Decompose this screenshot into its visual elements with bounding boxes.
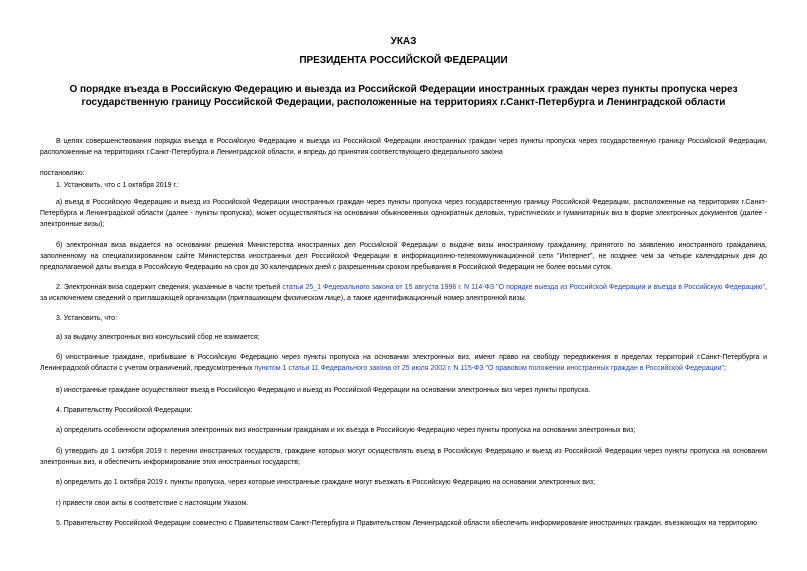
president-heading: ПРЕЗИДЕНТА РОССИЙСКОЙ ФЕДЕРАЦИИ: [299, 55, 508, 66]
law-114-link[interactable]: статьи 25_1 Федерального закона от 15 августа 1996 г. N 114-ФЗ "О порядке выезда из Российской Федерации и въезда в Российскую Федерацию": [282, 284, 766, 291]
paragraph-1a: а) въезд в Российскую Федерацию и выезд из Российской Федерации иностранных граждан через пункты пропуска через государственную границу Российской Федерации, расположенные на территориях г.Санкт-Петербурга и Ленинградской области (далее - пункты пропуска), может осуществляться на основании обыкновенных однократных деловых, туристических и гуманитарных виз в форме электронных документов (далее - электронные визы);: [40, 199, 767, 228]
paragraph-3: 3. Установить, что:: [56, 315, 118, 322]
paragraph-4c: в) определить до 1 октября 2019 г. пункты пропуска, через которые иностранные граждане могут въезжать в Российскую Федерацию на основании электронных виз;: [56, 479, 596, 486]
document-title: О порядке въезда в Российскую Федерацию и выезда из Российской Федерации иностранных граждан через пункты пропуска через государственную границу Российской Федерации, расположенные на территориях г.Санкт-Петербурга и Ленинградской области: [69, 84, 738, 108]
paragraph-5: 5. Правительству Российской Федерации совместно с Правительством Санкт-Петербурга и Правительством Ленинградской области обеспечить информирование иностранных граждан, въезжающих на территорию: [56, 520, 757, 527]
paragraph-4b: б) утвердить до 1 октября 2019 г. перечни иностранных государств, граждане которых могут осуществлять въезд в Российскую Федерацию и выезд из Российской Федерации через пункты пропуска на основании электронных виз, и обеспечить информирование этих иностранных государств;: [40, 448, 767, 466]
paragraph-2-text-end: , за исключением сведений о приглашающей организации (приглашающем физическом лице), а также идентификационный номер электронной визы.: [40, 284, 767, 302]
paragraph-4a: а) определить особенности оформления электронных виз иностранным гражданам и их въезда в Российскую Федерацию через пункты пропуска на основании электронных виз;: [56, 427, 636, 434]
paragraph-4: 4. Правительству Российской Федерации:: [56, 407, 193, 414]
paragraph-2: [40, 282, 767, 304]
paragraph-3c: в) иностранные граждане осуществляют въезд в Российскую Федерацию и выезд из Российской Федерации на основании электронных виз через пункты пропуска.: [56, 387, 591, 394]
paragraph-3b-text-start: б) иностранные граждане, прибывшие в Российскую Федерацию через пункты пропуска на основании электронных виз, имеют право на свободу передвижения в пределах территорий г.Санкт-Петербурга и Ленинградской области с учетом ограничений, предусмотренных: [40, 354, 767, 372]
paragraph-3a: а) за выдачу электронных виз консульский сбор не взимается;: [56, 334, 260, 341]
paragraph-1b: б) электронная виза выдается на основании решения Министерства иностранных дел Российской Федерации о выдаче визы иностранному гражданину, принятого по заявлению иностранного гражданина, заполненному на специализированном сайте Министерства иностранных дел Российской Федерации в информационно-телекоммуникационной сети "Интернет", не позднее чем за четыре календарных дня до предполагаемой даты въезда в Российскую Федерацию на срок до 30 календарных дней с разрешенным сроком пребывания в Российской Федерации не более восьми суток.: [40, 242, 767, 271]
paragraph-2-text-start: 2. Электронная виза содержит сведения, указанные в части третьей: [56, 284, 283, 291]
law-115-link[interactable]: пунктом 1 статьи 11 Федерального закона от 25 июля 2002 г. N 115-ФЗ "О правовом положении иностранных граждан в Российской Федерации": [254, 365, 724, 372]
paragraph-3b-text-end: ;: [723, 365, 726, 372]
decree-word: постановляю:: [40, 170, 85, 177]
paragraph-3b: [40, 352, 767, 374]
paragraph-1: 1. Установить, что с 1 октября 2019 г.:: [56, 182, 180, 189]
preamble-paragraph: В целях совершенствования порядка въезда в Российскую Федерацию и выезда из Российской Федерации иностранных граждан через пункты пропуска через государственную границу Российской Федерации, расположенные на территориях г.Санкт-Петербурга и Ленинградской области, и впредь до принятия соответствующего федерального закона: [40, 138, 767, 156]
paragraph-4d: г) привести свои акты в соответствие с настоящим Указом.: [56, 500, 249, 507]
decree-heading: УКАЗ: [390, 36, 417, 47]
